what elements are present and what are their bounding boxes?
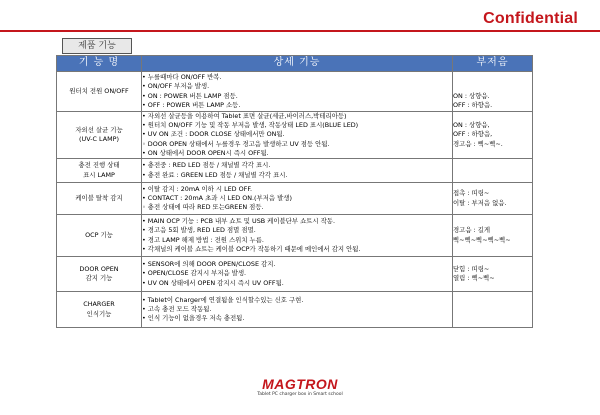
detail-line: • UV ON 조건 : DOOR CLOSE 상태에서만 ON됨. <box>142 130 285 139</box>
feature-detail-cell <box>142 112 453 159</box>
detail-line: • SENSOR에 의해 DOOR OPEN/CLOSE 감지. <box>142 260 276 269</box>
detail-line: • 각채널의 케이블 쇼트는 케이블 OCP가 작동하기 때문에 메인에서 감지 안됨. <box>142 244 361 253</box>
buzzer-line: 이탈 : 부저음 없음. <box>453 198 507 207</box>
detail-line: • 고속 충전 모드 작동됨. <box>142 304 212 313</box>
table-row <box>57 292 533 328</box>
brand-logo <box>0 376 600 397</box>
buzzer-line: 경고음 : 삑~삑~. <box>453 139 503 148</box>
table-row <box>57 72 533 112</box>
buzzer-cell <box>453 292 533 328</box>
confidential-label: Confidential <box>483 10 578 27</box>
buzzer-line: ON : 상향음, <box>453 121 490 130</box>
buzzer-cell <box>453 112 533 159</box>
feature-name-line: 자외선 살균 기능 <box>75 125 123 134</box>
detail-line: • UV ON 상태에서 OPEN 감지시 즉시 UV OFF됨. <box>142 278 284 287</box>
feature-name-line: OCP 기능 <box>85 230 113 239</box>
feature-name-line: (UV-C LAMP) <box>79 135 119 143</box>
feature-name-cell <box>57 159 142 183</box>
detail-line: • 자외선 살균등을 이용하여 Tablet 표면 살균(세균,바이러스,박테리아등) <box>142 112 347 121</box>
buzzer-line <box>453 73 532 82</box>
detail-line: • 경고 LAMP 해제 방법 : 전원 스위치 누름. <box>142 235 264 244</box>
section-tab: 제품 기능 <box>62 38 132 54</box>
feature-table <box>56 55 533 328</box>
table-row <box>57 215 533 257</box>
feature-name-cell <box>57 257 142 292</box>
buzzer-line: OFF : 하향음. <box>453 100 493 109</box>
buzzer-line: 접촉 : 띠링~ <box>453 189 490 198</box>
feature-name-line: 인식기능 <box>86 309 112 318</box>
buzzer-cell <box>453 257 533 292</box>
feature-name-cell <box>57 215 142 257</box>
buzzer-cell <box>453 72 533 112</box>
feature-name-line: 케이블 탈착 감지 <box>75 193 123 202</box>
feature-detail-cell <box>142 292 453 328</box>
feature-name-line: 감지 기능 <box>85 274 113 282</box>
buzzer-line: ON : 상향음. <box>453 91 490 100</box>
buzzer-cell <box>453 159 533 183</box>
feature-name-line: 충전 진행 상태 <box>78 161 120 170</box>
table-row <box>57 112 533 159</box>
buzzer-line: OFF : 하향음, <box>453 130 493 139</box>
detail-line: • CONTACT : 20mA 초과 시 LED ON.(부저음 발생) <box>142 193 292 202</box>
detail-line: • Tablet이 Charger에 연결됨을 인식할수있는 신호 구현. <box>142 295 304 304</box>
detail-line: • OFF : POWER 버튼 LAMP 소등. <box>142 100 241 109</box>
table-row <box>57 159 533 183</box>
feature-name-line: 표시 LAMP <box>83 170 115 179</box>
buzzer-line: 열림 : 삑~삑~ <box>453 274 495 282</box>
header-divider <box>0 30 600 32</box>
detail-line: • 경고음 5회 발생, RED LED 점멸 점멸. <box>142 226 256 235</box>
buzzer-line: 닫힘 : 띠링~ <box>453 264 490 273</box>
feature-name-cell <box>57 183 142 215</box>
buzzer-cell <box>453 215 533 257</box>
brand-tagline: Tablet PC charger box in Smart school <box>257 392 343 397</box>
feature-detail-cell <box>142 183 453 215</box>
column-header-buzzer: 부저음 <box>453 56 533 72</box>
feature-detail-cell <box>142 215 453 257</box>
feature-name-line: 원터치 전원 ON/OFF <box>69 86 129 95</box>
detail-line: • 원터치 ON/OFF 기능 및 작동 부저음 발생, 작동상태 LED 표시(BLUE LED) <box>142 121 359 130</box>
column-header-function: 기 능 명 <box>57 56 142 72</box>
feature-detail-cell <box>142 257 453 292</box>
feature-detail-cell <box>142 72 453 112</box>
detail-line: • 이탈 감지 : 20mA 이하 시 LED OFF. <box>142 184 253 193</box>
detail-line: • 누를때마다 ON/OFF 반복. <box>142 73 222 82</box>
detail-line: • 충전 완료 : GREEN LED 점등 / 채널별 각각 표시. <box>142 170 288 179</box>
detail-line: ◦ 충전 상태에 따라 RED 또는GREEN 점등. <box>142 203 264 212</box>
feature-name-line: CHARGER <box>83 300 115 309</box>
brand-name: MAGTRON <box>262 376 338 392</box>
table-header-row <box>57 56 533 72</box>
detail-line: • 충전중 : RED LED 점등 / 채널별 각각 표시. <box>142 161 271 170</box>
detail-line: • ON 상태에서 DOOR OPEN시 즉시 OFF됨. <box>142 148 269 157</box>
table-row <box>57 257 533 292</box>
buzzer-line: 경고음 : 길게 <box>453 226 491 235</box>
detail-line: • ON/OFF 부저음 발생. <box>142 82 210 91</box>
buzzer-line: 삑~삑~삑~삑~삑~ <box>453 235 511 244</box>
detail-line: • ON : POWER 버튼 LAMP 점등. <box>142 91 238 100</box>
table-row <box>57 183 533 215</box>
feature-name-cell <box>57 72 142 112</box>
detail-line: • MAIN OCP 기능 : PCB 내부 쇼트 및 USB 케이블단부 쇼트시 작동. <box>142 217 335 226</box>
detail-line: ◦ DOOR OPEN 상태에서 누를경우 경고음 발생하고 UV 점등 안됨. <box>142 139 330 148</box>
detail-line: • OPEN/CLOSE 감지시 부저음 발생. <box>142 269 247 278</box>
feature-detail-cell <box>142 159 453 183</box>
feature-name-cell <box>57 292 142 328</box>
buzzer-line <box>453 82 532 91</box>
buzzer-cell <box>453 183 533 215</box>
column-header-details: 상세 기능 <box>142 56 453 72</box>
detail-line: • 인식 기능이 없을경우 저속 충전됨. <box>142 314 245 323</box>
feature-name-line: DOOR OPEN <box>79 264 119 273</box>
feature-name-cell <box>57 112 142 159</box>
